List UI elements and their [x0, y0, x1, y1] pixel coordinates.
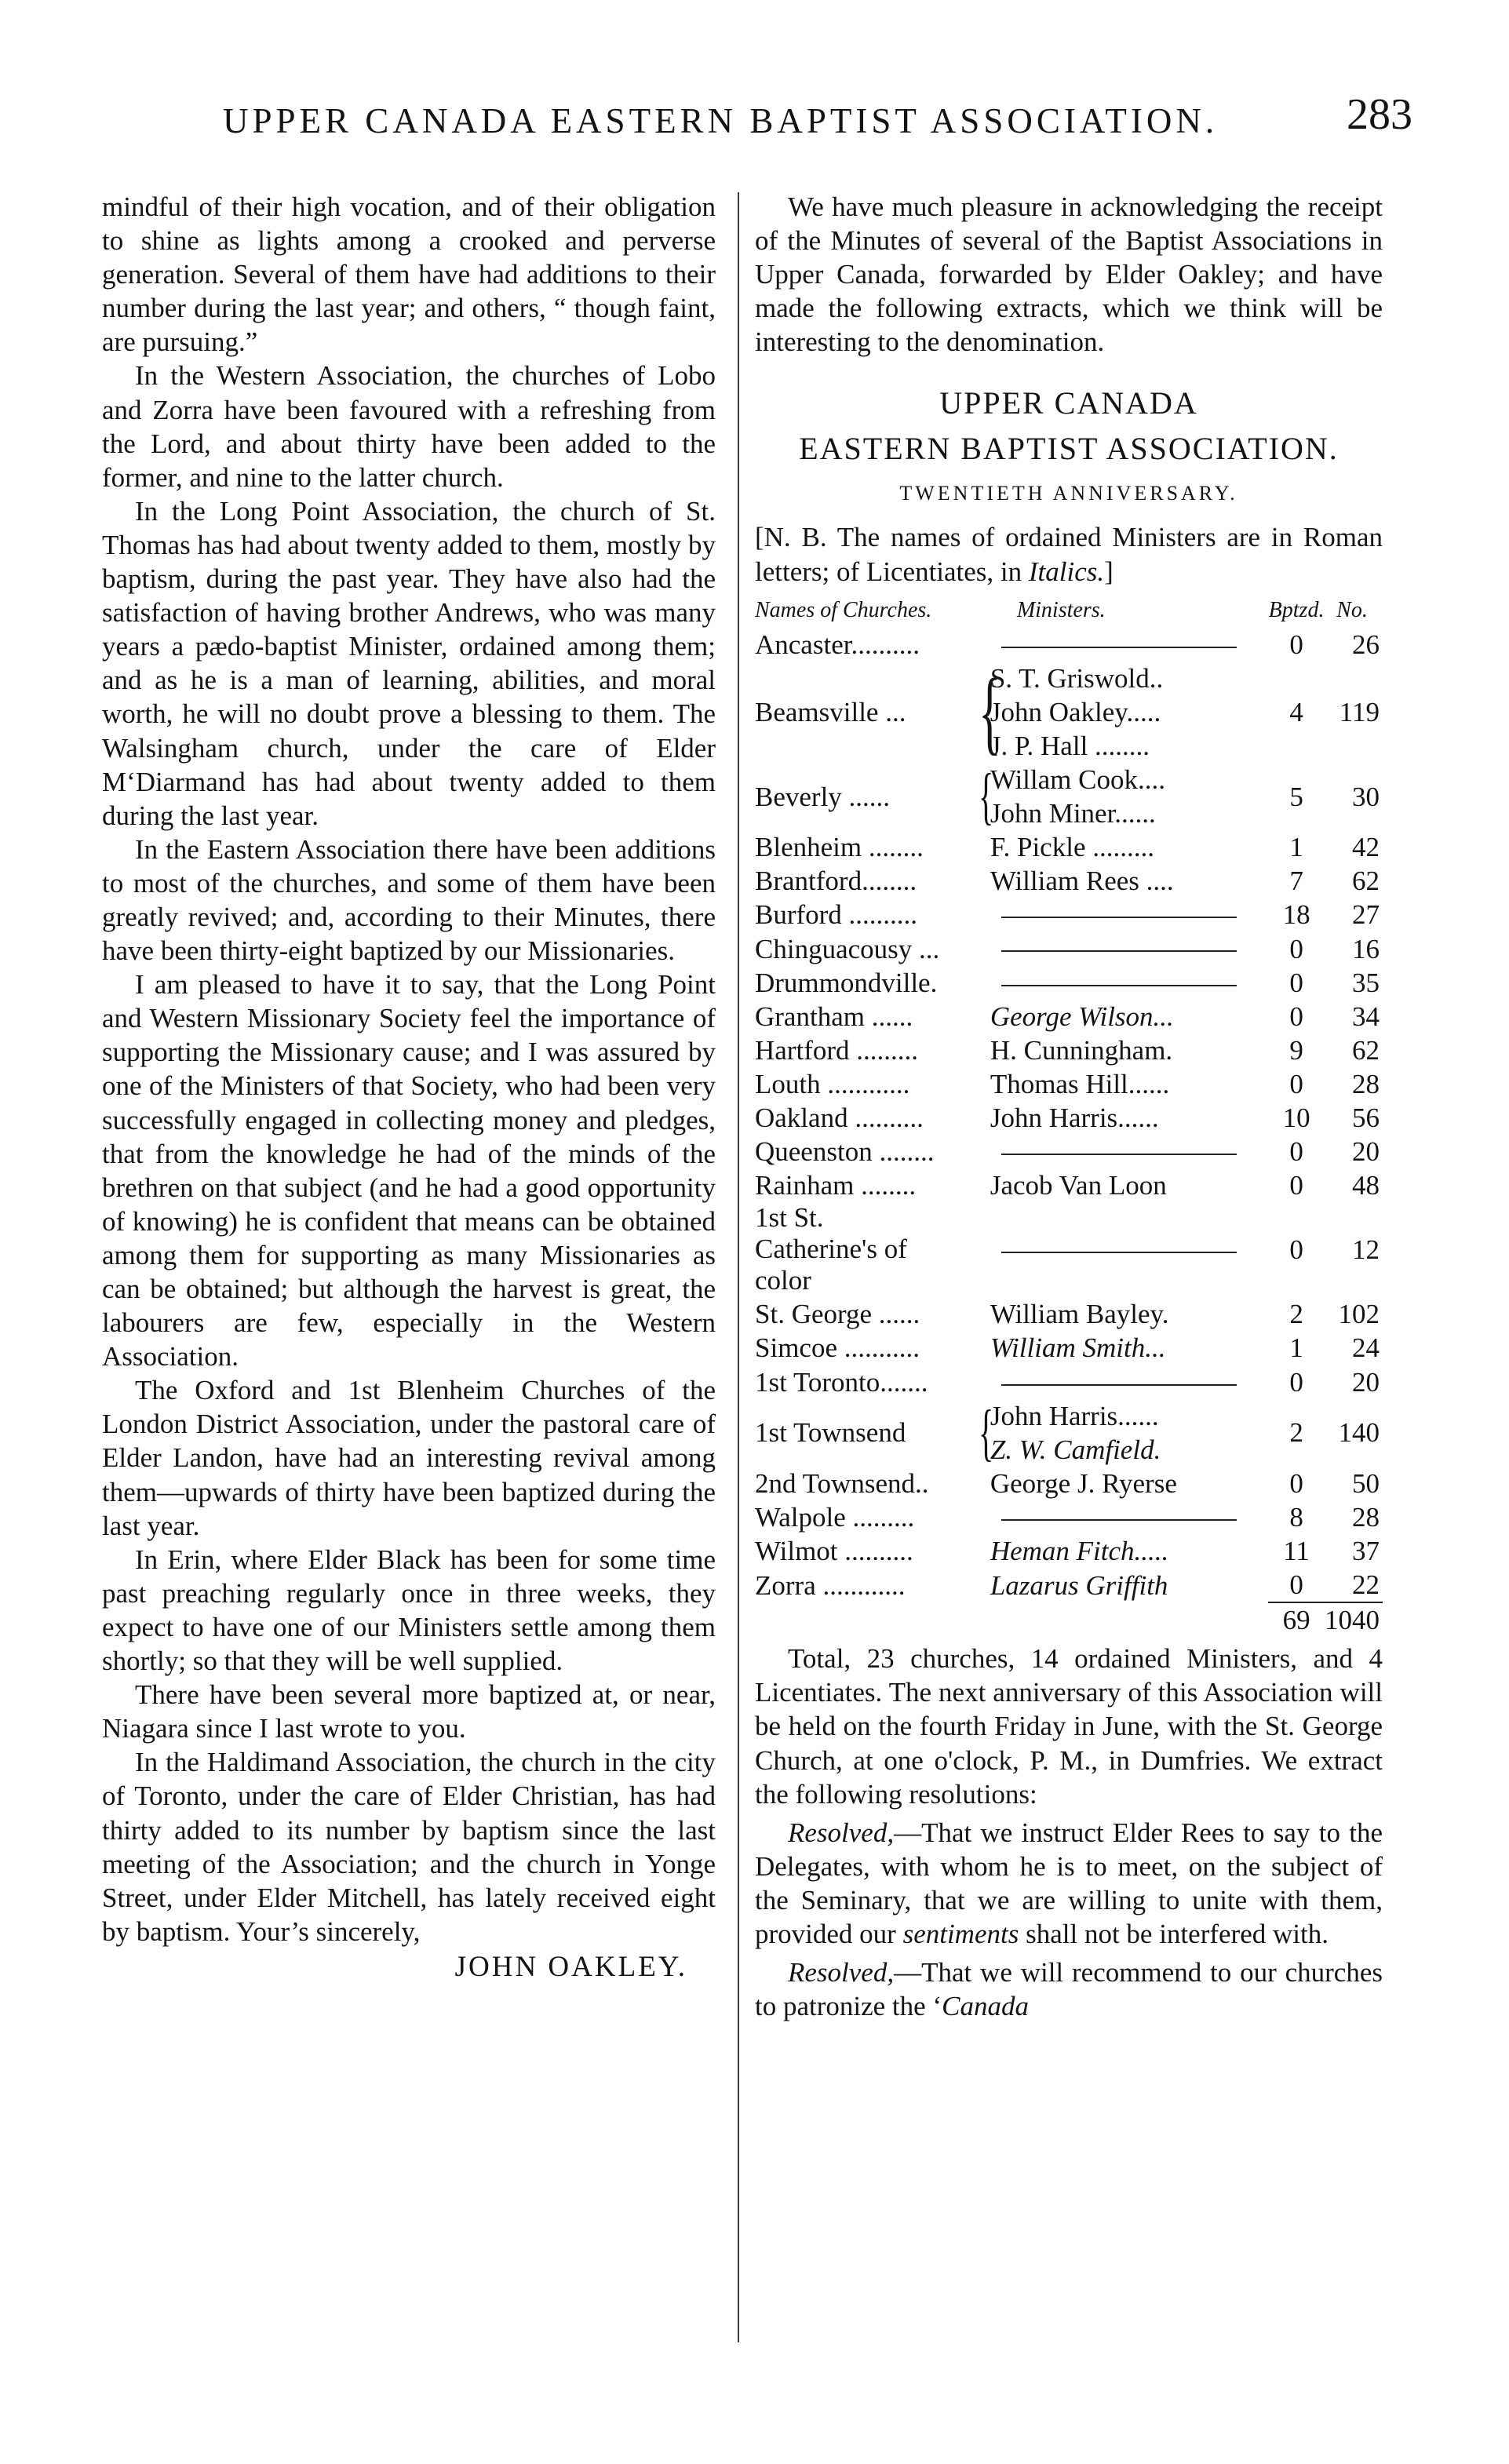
left-paragraph-5: I am pleased to have it to say, that the Long Point and Western Missionary Society feel the importance of supporting the Missionary cause; and I was assured by one of the Ministers of that Society, who had been very successfully engaged in collecting money and pledges, that from the knowledge he had of the minds of the brethren on that subject (and he had a good opportunity of knowing) he is confident that means can be obtained among them for supporting as many Missionaries as can be obtained; but although the harvest is great, the labourers are few, especially in the Western Association.: [102, 969, 716, 1372]
baptized-count: 0: [1289, 1170, 1303, 1201]
church-name-text: 1st Townsend: [755, 1417, 906, 1449]
church-name-text: Hartford .........: [755, 1034, 919, 1066]
minister-name: George J. Ryerse: [990, 1467, 1177, 1499]
minister-name: S. T. Griswold..: [990, 662, 1164, 694]
no-minister-rule: [1001, 985, 1237, 986]
church-name-text: Drummondville.: [755, 967, 938, 998]
church-name-text: 1st St. Catherine's of color: [755, 1202, 907, 1296]
church-name: [755, 1101, 986, 1135]
church-name-text: 1st Toronto.......: [755, 1366, 928, 1398]
minister-name: Willam Cook....: [990, 764, 1165, 796]
church-name: [755, 1331, 986, 1365]
table-row: [755, 864, 1383, 898]
church-ministers: [986, 1033, 1268, 1067]
church-name-text: Rainham ........: [755, 1170, 917, 1201]
member-count: 62: [1352, 1034, 1380, 1066]
total-number: 1040: [1325, 1602, 1383, 1637]
table-row: [755, 1399, 1383, 1467]
resolution-2-label: Resolved,: [788, 1957, 895, 1988]
church-name-text: Blenheim ........: [755, 832, 924, 863]
minister-name: Z. W. Camfield.: [990, 1434, 1161, 1465]
minister-name: H. Cunningham.: [990, 1034, 1173, 1066]
table-row: [755, 1568, 1383, 1602]
church-name: [755, 762, 994, 832]
table-row: [755, 898, 1383, 931]
resolution-1-italic: sentiments: [902, 1919, 1019, 1950]
church-name: [755, 966, 986, 1000]
table-row: [755, 1033, 1383, 1067]
member-count: 37: [1352, 1536, 1380, 1566]
church-name-text: Burford ..........: [755, 899, 918, 931]
church-name: [755, 1135, 986, 1168]
resolution-2-text-a: —That we will recommend to our churches to patronize the ‘: [755, 1957, 1383, 2022]
church-ministers: [986, 1568, 1268, 1602]
church-name-text: Louth ............: [755, 1068, 910, 1099]
totals-paragraph: Total, 23 churches, 14 ordained Ministers, and 4 Licentiates. The next anniversary of this Association will be held on the fourth Friday in June, with the St. George Church, at one o'clock, P. M., in Dumfries. We extract the following resolutions:: [755, 1643, 1383, 1810]
minister-name: John Miner......: [990, 798, 1156, 829]
minister-name: William Rees ....: [990, 866, 1174, 897]
church-ministers: [986, 830, 1268, 864]
church-name: [755, 1534, 986, 1568]
church-name-text: Ancaster..........: [755, 629, 920, 660]
minister-name: J. P. Hall ........: [990, 730, 1150, 761]
baptized-count: 0: [1289, 1001, 1303, 1032]
church-ministers: [986, 966, 1268, 1000]
left-paragraph-3: In the Long Point Association, the church of St. Thomas has had about twenty added to them, mostly by baptism, during the past year. They have also had the satisfaction of having brother Andrews, who was many years a pædo-baptist Minister, ordained among them; and as he is a man of learning, abilities, and moral worth, he will no doubt prove a blessing to them. The Walsingham church, under the care of Elder M‘Diarmand has had about twenty added to them during the last year.: [102, 495, 716, 831]
brace-glyph: {: [978, 1398, 994, 1467]
churches-table: [755, 596, 1383, 1638]
church-name: [755, 1168, 986, 1202]
baptized-count: 5: [1289, 781, 1303, 812]
baptized-count: 0: [1289, 1569, 1303, 1601]
church-name-text: Beverly ......: [755, 781, 891, 812]
member-count: 20: [1352, 1366, 1380, 1398]
member-count: 12: [1352, 1234, 1380, 1266]
member-count: 26: [1352, 629, 1380, 660]
church-ministers: [986, 1500, 1268, 1534]
column-rule: [738, 192, 739, 2342]
baptized-count: 2: [1289, 1417, 1303, 1449]
church-name-text: Queenston ........: [755, 1136, 935, 1168]
church-ministers: [986, 1202, 1268, 1297]
header-baptized: Bptzd.: [1268, 597, 1325, 622]
table-row: [755, 932, 1383, 966]
baptized-count: 11: [1283, 1536, 1310, 1566]
no-minister-rule: [1001, 950, 1237, 952]
table-header-row: [755, 596, 1383, 628]
baptized-count: 0: [1289, 1366, 1303, 1398]
nota-bene-text: [N. B. The names of ordained Ministers are in Roman letters; of Licentiates, in: [755, 522, 1383, 587]
heading-upper-canada: UPPER CANADA: [939, 385, 1198, 421]
church-ministers: [978, 1398, 1268, 1467]
no-minister-rule: [1001, 647, 1237, 648]
church-ministers: [986, 1331, 1268, 1365]
resolution-1-label: Resolved,: [788, 1817, 895, 1848]
baptized-count: 0: [1289, 933, 1303, 964]
church-ministers: [986, 898, 1268, 931]
baptized-count: 1: [1289, 1332, 1303, 1364]
member-count: 35: [1352, 967, 1380, 998]
table-row: [755, 830, 1383, 864]
brace-glyph: {: [978, 659, 1001, 764]
right-column: [755, 190, 1383, 2023]
heading-association: EASTERN BAPTIST ASSOCIATION.: [799, 431, 1339, 467]
table-row: [755, 1101, 1383, 1135]
minister-name: John Oakley.....: [990, 696, 1161, 727]
member-count: 28: [1352, 1501, 1380, 1533]
baptized-count: 8: [1289, 1501, 1303, 1533]
page-header: [188, 90, 1412, 163]
minister-name: John Harris......: [990, 1102, 1159, 1133]
minister-name: Jacob Van Loon: [990, 1170, 1167, 1201]
church-ministers: [986, 1168, 1268, 1202]
total-baptized: 69: [1268, 1602, 1325, 1637]
table-row: [755, 1202, 1383, 1297]
left-paragraph-7: In Erin, where Elder Black has been for some time past preaching regularly once in three weeks, they expect to have one of our Ministers settle among them shortly; so that they will be well supplied.: [102, 1544, 716, 1677]
member-count: 24: [1352, 1332, 1380, 1364]
member-count: 56: [1352, 1102, 1380, 1133]
table-row: [755, 628, 1383, 662]
heading-anniversary: TWENTIETH ANNIVERSARY.: [899, 482, 1238, 505]
church-ministers: [978, 762, 1268, 832]
church-name-text: Grantham ......: [755, 1001, 913, 1032]
left-paragraph-8: There have been several more baptized at, or near, Niagara since I last wrote to you.: [102, 1679, 716, 1744]
nota-bene: [755, 520, 1383, 588]
church-name: [755, 1467, 986, 1500]
table-row: [755, 1067, 1383, 1101]
church-ministers: [986, 932, 1268, 966]
church-ministers: [986, 1467, 1268, 1500]
church-ministers: [986, 864, 1268, 898]
left-paragraph-4: In the Eastern Association there have been additions to most of the churches, and some of them have been greatly revived; and, according to their Minutes, there have been thirty-eight baptized by our Missionaries.: [102, 833, 716, 967]
baptized-count: 0: [1289, 629, 1303, 660]
intro-paragraph: We have much pleasure in acknowledging the receipt of the Minutes of several of the Baptist Associations in Upper Canada, forwarded by Elder Oakley; and have made the following extracts, which we think will be interesting to the denomination.: [755, 191, 1383, 358]
member-count: 22: [1352, 1569, 1380, 1601]
church-name: [755, 1000, 986, 1033]
table-row: [755, 1467, 1383, 1500]
running-head: UPPER CANADA EASTERN BAPTIST ASSOCIATION.: [223, 101, 1219, 140]
header-churches: Names of Churches.: [755, 597, 932, 622]
signature: JOHN OAKLEY.: [454, 1950, 687, 1983]
table-row: [755, 1534, 1383, 1568]
table-row: [755, 1000, 1383, 1033]
member-count: 50: [1352, 1467, 1380, 1499]
church-name-text: Wilmot ..........: [755, 1536, 913, 1566]
left-column: [102, 190, 716, 1984]
member-count: 27: [1352, 899, 1380, 931]
table-row: [755, 1168, 1383, 1202]
nota-bene-close: ]: [1104, 556, 1114, 587]
church-name: [755, 1297, 986, 1331]
church-name-text: Walpole .........: [755, 1501, 915, 1533]
minister-name: George Wilson...: [990, 1001, 1174, 1032]
baptized-count: 18: [1282, 899, 1310, 931]
resolution-1: [755, 1816, 1383, 1951]
church-ministers: [986, 1297, 1268, 1331]
baptized-count: 7: [1289, 866, 1303, 897]
church-name: [755, 1500, 986, 1534]
minister-name: Lazarus Griffith: [990, 1569, 1168, 1601]
baptized-count: 2: [1289, 1299, 1303, 1330]
church-ministers: [978, 659, 1268, 764]
minister-name: William Smith...: [990, 1332, 1166, 1364]
resolution-2-italic: Canada: [942, 1991, 1029, 2022]
member-count: 140: [1338, 1417, 1380, 1449]
baptized-count: 10: [1282, 1102, 1310, 1133]
table-row: [755, 1331, 1383, 1365]
table-row: [755, 1365, 1383, 1399]
member-count: 16: [1352, 933, 1380, 964]
member-count: 28: [1352, 1068, 1380, 1099]
member-count: 34: [1352, 1001, 1380, 1032]
church-name-text: Oakland ..........: [755, 1102, 924, 1133]
no-minister-rule: [1001, 1252, 1237, 1253]
no-minister-rule: [1001, 1154, 1237, 1155]
church-ministers: [986, 1067, 1268, 1101]
baptized-count: 1: [1289, 832, 1303, 863]
church-name-text: 2nd Townsend..: [755, 1467, 929, 1499]
table-row: [755, 662, 1383, 763]
member-count: 30: [1352, 781, 1380, 812]
totals-spacer: [755, 1602, 986, 1637]
church-name-text: Zorra ............: [755, 1569, 906, 1601]
church-name: [755, 830, 986, 864]
resolution-1-text-a: —That we instruct Elder Rees to say to the Delegates, with whom he is to meet, on the subject of the Seminary, that we are willing to unite with them, provided our: [755, 1817, 1383, 1950]
church-name-text: St. George ......: [755, 1299, 920, 1330]
church-name: [755, 628, 986, 662]
church-name: [755, 1365, 986, 1399]
baptized-count: 0: [1289, 967, 1303, 998]
resolution-1-text-b: shall not be interfered with.: [1019, 1919, 1329, 1950]
baptized-count: 9: [1289, 1034, 1303, 1066]
minister-name: John Harris......: [990, 1400, 1159, 1431]
church-name: [755, 864, 986, 898]
church-name: [755, 659, 1001, 764]
church-ministers: [986, 1365, 1268, 1399]
table-row: [755, 1500, 1383, 1534]
no-minister-rule: [1001, 917, 1237, 918]
table-row: [755, 763, 1383, 830]
left-paragraph-2: In the Western Association, the churches of Lobo and Zorra have been favoured with a refreshing from the Lord, and about thirty have been added to the former, and nine to the latter church.: [102, 360, 716, 493]
left-paragraph-9: In the Haldimand Association, the church in the city of Toronto, under the care of Elder Christian, has had thirty added to its number by baptism since the last meeting of the Association; and the church in Yonge Street, under Elder Mitchell, has lately received eight by baptism. Your’s sincerely,: [102, 1747, 716, 1947]
table-row: [755, 1135, 1383, 1168]
member-count: 119: [1339, 696, 1380, 727]
left-paragraph-6: The Oxford and 1st Blenheim Churches of the London District Association, under the pastoral care of Elder Landon, have had an interesting revival among them—upwards of thirty have been baptized during the last year.: [102, 1375, 716, 1541]
church-ministers: [986, 1000, 1268, 1033]
church-name: [755, 932, 986, 966]
church-name: [755, 1398, 994, 1467]
baptized-count: 0: [1289, 1136, 1303, 1168]
header-number: No.: [1336, 597, 1368, 622]
church-ministers: [986, 1101, 1268, 1135]
member-count: 102: [1338, 1299, 1380, 1330]
member-count: 48: [1352, 1170, 1380, 1201]
no-minister-rule: [1001, 1384, 1237, 1386]
minister-name: Heman Fitch.....: [990, 1536, 1169, 1566]
church-name-text: Beamsville ...: [755, 696, 906, 727]
member-count: 20: [1352, 1136, 1380, 1168]
left-paragraph-1: mindful of their high vocation, and of their obligation to shine as lights among a crooked and perverse generation. Several of them have had additions to their number during the last year; and others, “ though faint, are pursuing.”: [102, 191, 716, 358]
brace-glyph: {: [978, 762, 994, 832]
church-name-text: Simcoe ...........: [755, 1332, 920, 1364]
table-row: [755, 966, 1383, 1000]
church-name: [755, 1202, 986, 1297]
table-row: [755, 1297, 1383, 1331]
church-name-text: Brantford........: [755, 866, 917, 897]
baptized-count: 0: [1289, 1068, 1303, 1099]
church-name: [755, 1067, 986, 1101]
totals-row: [755, 1602, 1383, 1637]
church-ministers: [986, 1135, 1268, 1168]
church-ministers: [986, 628, 1268, 662]
resolution-2: [755, 1956, 1383, 2023]
minister-name: Thomas Hill......: [990, 1068, 1170, 1099]
no-minister-rule: [1001, 1519, 1237, 1521]
baptized-count: 0: [1289, 1467, 1303, 1499]
church-name-text: Chinguacousy ...: [755, 933, 940, 964]
church-name: [755, 898, 986, 931]
header-ministers: Ministers.: [1016, 597, 1106, 622]
churches-table-body: [755, 628, 1383, 1603]
church-ministers: [986, 1534, 1268, 1568]
minister-name: F. Pickle .........: [990, 832, 1154, 863]
totals-spacer-2: [986, 1602, 1268, 1637]
baptized-count: 0: [1289, 1234, 1303, 1266]
member-count: 42: [1352, 832, 1380, 863]
minister-name: William Bayley.: [990, 1299, 1169, 1330]
baptized-count: 4: [1289, 696, 1303, 727]
church-name: [755, 1568, 986, 1602]
church-name: [755, 1033, 986, 1067]
page-number: 283: [1347, 90, 1412, 139]
nota-bene-italic: Italics.: [1028, 556, 1105, 587]
member-count: 62: [1352, 866, 1380, 897]
